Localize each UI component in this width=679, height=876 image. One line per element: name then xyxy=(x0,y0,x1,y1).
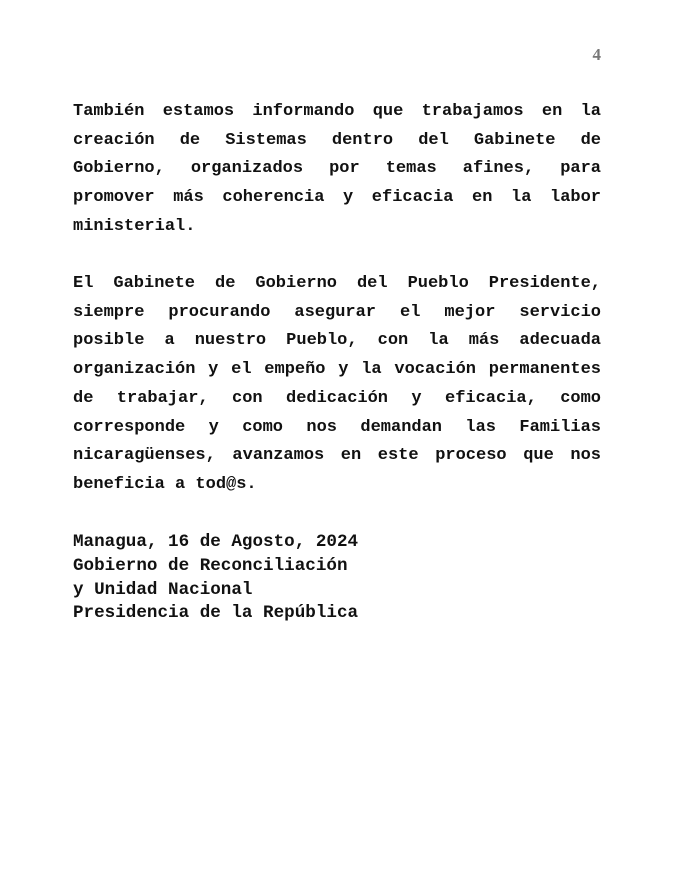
page-number: 4 xyxy=(592,45,601,64)
paragraph-sistemas: También estamos informando que trabajamos en la creación de Sistemas dentro del Gabinete de Gobierno, organizados por temas afines, para promover más coherencia y eficacia en la labor ministerial. xyxy=(73,102,601,236)
place-date: Managua, 16 de Agosto, 2024 xyxy=(73,532,359,552)
paragraph-gabinete: El Gabinete de Gobierno del Pueblo Presidente, siempre procurando asegurar el mejor servicio posible a nuestro Pueblo, con la más adecuada organización y el empeño y la vocación permanentes de trabajar, con dedicación y eficacia, como corresponde y como nos demandan las Familias nicaragüenses, avanzamos en este proceso que nos beneficia a tod@s. xyxy=(73,274,601,494)
signature-block xyxy=(73,531,358,626)
signature-line-unidad: y Unidad Nacional xyxy=(73,579,253,600)
signature-line-gobierno: Gobierno de Reconciliación xyxy=(73,555,348,576)
signature-line-presidencia: Presidencia de la República xyxy=(73,603,359,624)
